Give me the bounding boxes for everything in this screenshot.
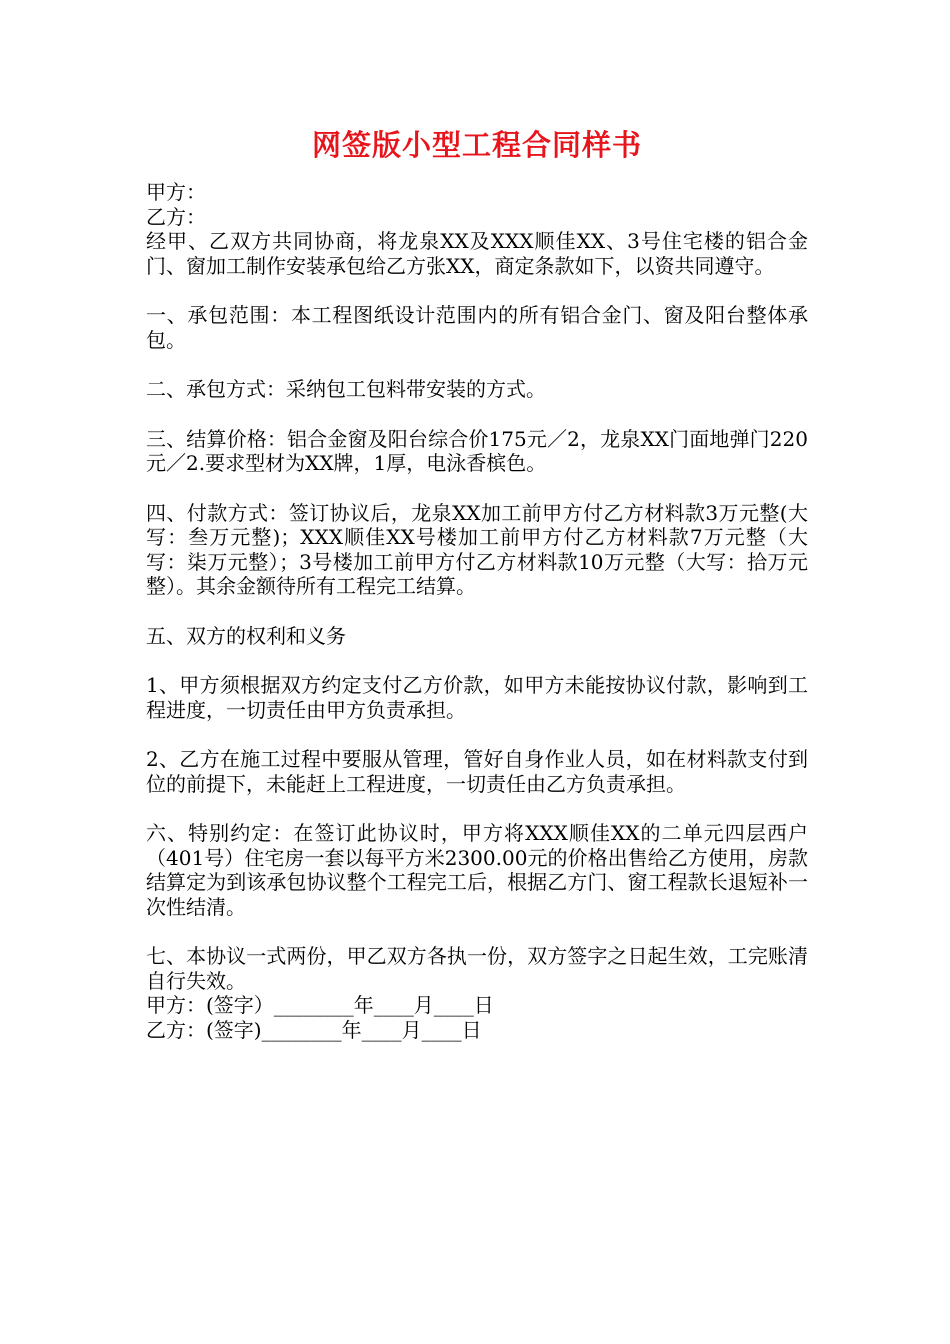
clause-party-a-duty: 1、甲方须根据双方约定支付乙方价款，如甲方未能按协议付款，影响到工程进度，一切责任由甲方负责承担。 xyxy=(146,673,808,722)
clause-rights-heading: 五、双方的权利和义务 xyxy=(146,623,346,648)
page-title: 网签版小型工程合同样书 xyxy=(311,128,642,162)
signature-party-a: 甲方：(签字）________年____月____日 xyxy=(146,993,494,1017)
clause-payment: 四、付款方式：签订协议后，龙泉XX加工前甲方付乙方材料款3万元整(大写：叁万元整)；XXX顺佳XX号楼加工前甲方付乙方材料款7万元整（大写：柒万元整）；3号楼加工前甲方付乙方材料款10万元整（大写：拾万元整）。其余金额待所有工程完工结算。 xyxy=(146,500,808,598)
party-a-label: 甲方： xyxy=(146,180,206,204)
party-b-label: 乙方： xyxy=(146,204,206,229)
clause-method: 二、承包方式：采纳包工包料带安装的方式。 xyxy=(146,377,546,401)
clause-special: 六、特别约定：在签订此协议时，甲方将XXX顺佳XX的二单元四层西户（401号）住宅房一套以每平方米2300.00元的价格出售给乙方使用，房款结算定为到该承包协议整个工程完工后，根据乙方门、窗工程款长退短补一次性结清。 xyxy=(146,821,808,919)
document-body xyxy=(146,128,808,1042)
clause-party-b-duty: 2、乙方在施工过程中要服从管理，管好自身作业人员，如在材料款支付到位的前提下，未能赶上工程进度，一切责任由乙方负责承担。 xyxy=(146,747,808,796)
clause-price: 三、结算价格：铝合金窗及阳台综合价175元／2，龙泉XX门面地弹门220元／2.要求型材为XX牌，1厚，电泳香槟色。 xyxy=(146,426,808,475)
clause-scope: 一、承包范围：本工程图纸设计范围内的所有铝合金门、窗及阳台整体承包。 xyxy=(146,303,808,352)
signature-party-b: 乙方：(签字)________年____月____日 xyxy=(146,1017,482,1042)
intro-paragraph: 经甲、乙双方共同协商，将龙泉XX及XXX顺佳XX、3号住宅楼的铝合金门、窗加工制作安装承包给乙方张XX，商定条款如下，以资共同遵守。 xyxy=(146,229,808,278)
clause-copies: 七、本协议一式两份，甲乙双方各执一份，双方签字之日起生效，工完账清自行失效。 xyxy=(146,944,808,993)
